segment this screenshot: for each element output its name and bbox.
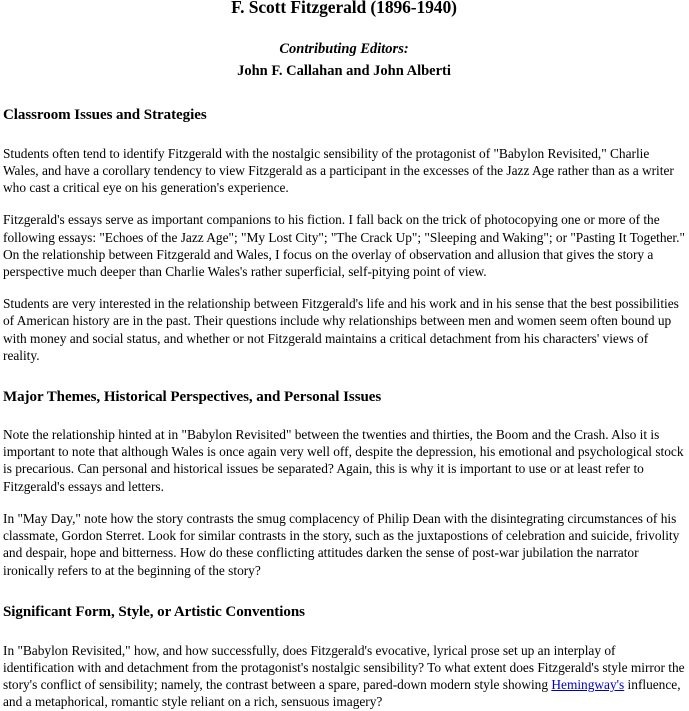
section-heading: Classroom Issues and Strategies [3, 106, 207, 123]
contributing-editors-block [3, 41, 685, 80]
paragraph-text-after-link: influence, and a metaphorical, romantic style reliant on a rich, sensuous imagery? [3, 677, 681, 710]
paragraph: Students often tend to identify Fitzgerald with the nostalgic sensibility of the protagonist of "Babylon Revisited," Charlie Wales, and have a corollary tendency to view Fitzgerald as a participant in the excesses of the Jazz Age rather than as a writer who cast a critical eye on his generation's experience. [3, 145, 674, 196]
contributing-editors-label: Contributing Editors: [279, 41, 409, 58]
paragraph: In "May Day," note how the story contrasts the smug complacency of Philip Dean with the disintegrating circumstances of his classmate, Gordon Sterret. Look for similar contrasts in the story, such as the juxtapostions of celebration and suicide, frivolity and despair, hope and bitterness. How do these conflicting attitudes darken the sense of post-war jubilation the narrator ironically refers to at the beginning of the story? [3, 510, 680, 578]
paragraph: Fitzgerald's essays serve as important companions to his fiction. I fall back on the trick of photocopying one or more of the following essays: "Echoes of the Jazz Age"; "My Lost City"; "The Crack Up"; "Sleeping and Waking"; or "Pasting It Together." On the relationship between Fitzgerald and Wales, I focus on the overlay of observation and allusion that gives the story a perspective much deeper than Charlie Wales's rather superficial, self-pitying point of view. [3, 212, 685, 279]
paragraph-text-before-link: In "Babylon Revisited," how, and how successfully, does Fitzgerald's evocative, lyrical prose set up an interplay of identification with and detachment from the protagonist's nostalgic sensibility? To what extent does Fitzgerald's style mirror the story's conflict of sensibility; namely, the contrast between a spare, pared-down modern style showing [3, 642, 685, 693]
section-classroom-issues [3, 106, 685, 364]
contributing-editors-names: John F. Callahan and John Alberti [237, 62, 451, 79]
paragraph: Note the relationship hinted at in "Babylon Revisited" between the twenties and thirties, the Boom and the Crash. Also it is important to note that although Wales is once again very well off, despite the depression, his emotional and psychological stock is precarious. Can personal and historical issues be separated? Again, this is why it is important to use or at least refer to Fitzgerald's essays and letters. [3, 427, 684, 494]
section-significant-form [3, 603, 685, 711]
hemingways-link[interactable]: Hemingway's [551, 677, 625, 693]
section-heading: Major Themes, Historical Perspectives, and Personal Issues [3, 389, 382, 406]
paragraph [3, 642, 685, 711]
section-major-themes [3, 388, 685, 579]
paragraph: Students are very interested in the relationship between Fitzgerald's life and his work and in his sense that the best possibilities of American history are in the past. Their questions include why relationships between men and women seem often bound up with money and social status, and whether or not Fitzgerald maintains a critical detachment from his characters' views of reality. [3, 296, 679, 363]
section-heading: Significant Form, Style, or Artistic Conventions [3, 603, 305, 620]
page-title: F. Scott Fitzgerald (1896-1940) [231, 0, 457, 17]
